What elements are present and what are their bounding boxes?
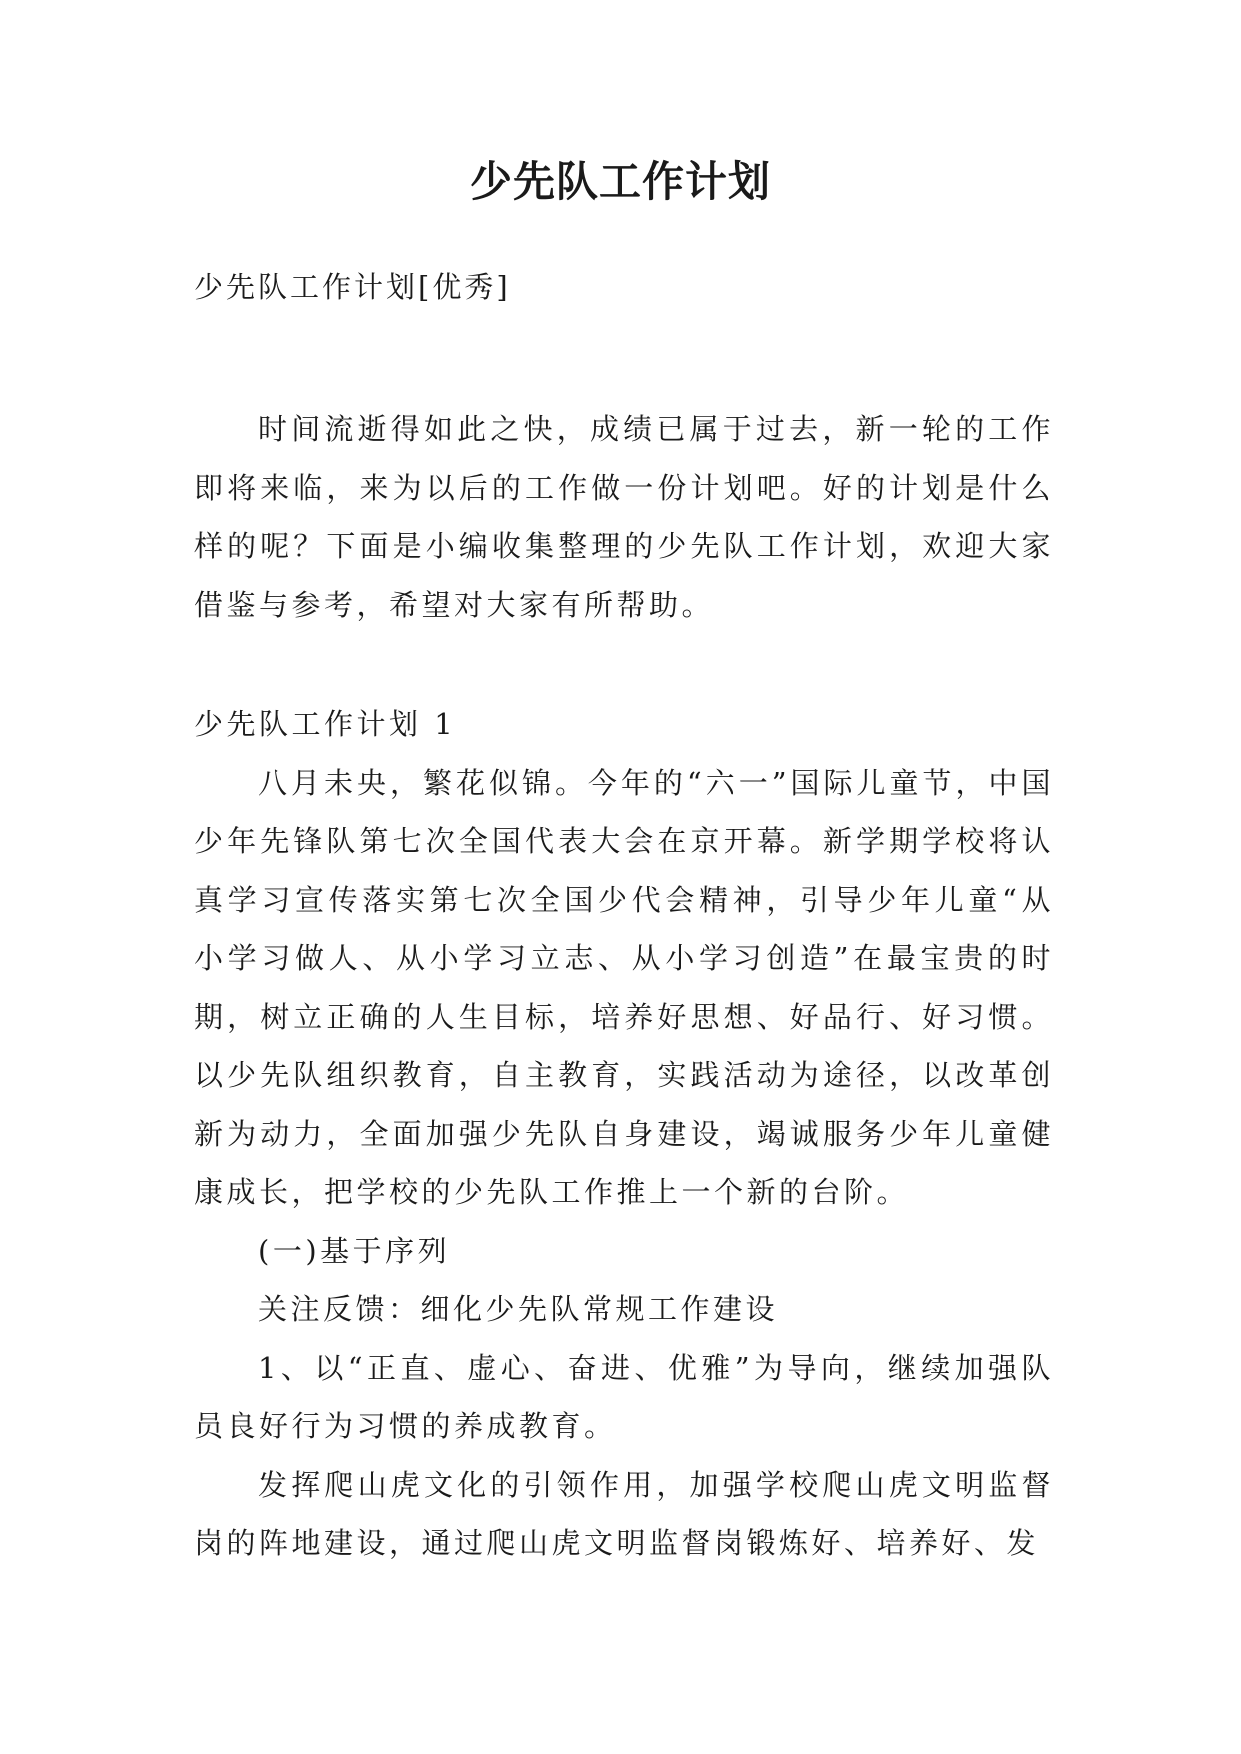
plan-section-1 — [194, 695, 1054, 1573]
section-subheading-2: 关注反馈：细化少先队常规工作建设 — [258, 1292, 779, 1326]
section-paragraph-2: 1、以“正直、虚心、奋进、优雅”为导向，继续加强队员良好行为习惯的养成教育。 — [194, 1350, 1054, 1443]
section-paragraph-1: 八月未央，繁花似锦。今年的“六一”国际儿童节，中国少年先锋队第七次全国代表大会在京开幕。新学期学校将认真学习宣传落实第七次全国少代会精神，引导少年儿童“从小学习做人、从小学习立志、从小学习创造”在最宝贵的时期，树立正确的人生目标，培养好思想、好品行、好习惯。以少先队组织教育，自主教育，实践活动为途径，以改革创新为动力，全面加强少先队自身建设，竭诚服务少年儿童健康成长，把学校的少先队工作推上一个新的台阶。 — [194, 765, 1054, 1209]
section-subheading-1: (一)基于序列 — [258, 1233, 451, 1268]
intro-section — [194, 400, 1054, 634]
section-heading: 少先队工作计划 1 — [194, 707, 457, 741]
document-title: 少先队工作计划 — [469, 157, 771, 206]
document-subtitle: 少先队工作计划[优秀] — [194, 270, 511, 304]
section-paragraph-3: 发挥爬山虎文化的引领作用，加强学校爬山虎文明监督岗的阵地建设，通过爬山虎文明监督岗锻炼好、培养好、发 — [194, 1467, 1054, 1560]
intro-paragraph: 时间流逝得如此之快，成绩已属于过去，新一轮的工作即将来临，来为以后的工作做一份计划吧。好的计划是什么样的呢？下面是小编收集整理的少先队工作计划，欢迎大家借鉴与参考，希望对大家有所帮助。 — [194, 412, 1054, 622]
